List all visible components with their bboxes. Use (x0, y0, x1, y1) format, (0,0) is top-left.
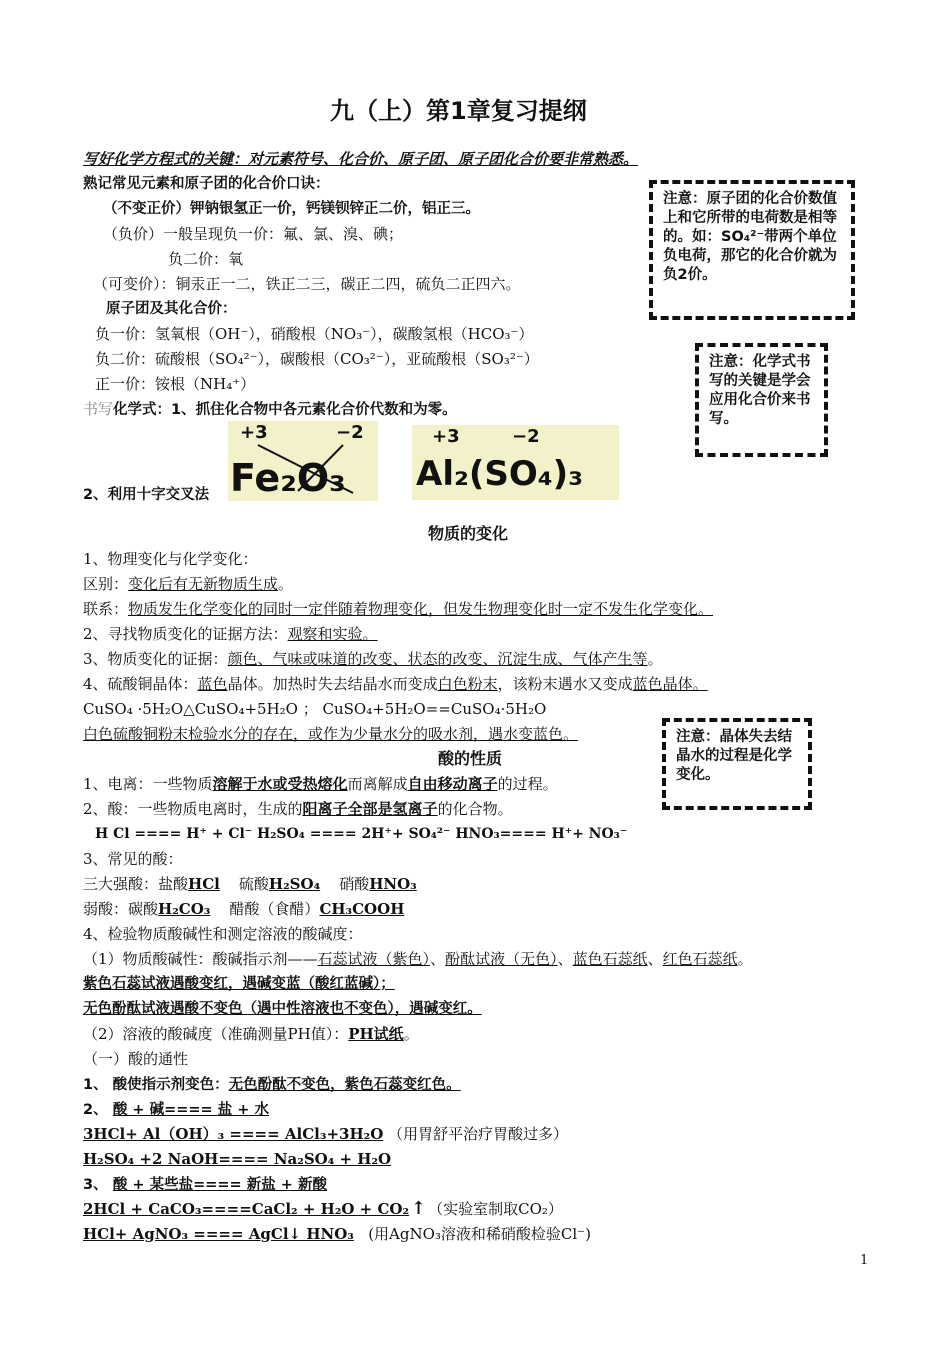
o-valence: −2 (336, 422, 364, 443)
property-2-label: 2、 (83, 1102, 108, 1118)
evidence-end: 。 (647, 650, 663, 668)
cuso4-mid-1: 晶体。加热时失去结晶水而变成 (227, 675, 438, 693)
property-3-label: 3、 (83, 1177, 108, 1193)
indicator-red-paper: 红色石蕊纸 (662, 950, 738, 968)
strong-acids-line (83, 874, 417, 894)
property-3-line (83, 1174, 327, 1195)
negative-valence-1: （负价）一般呈现负一价：氟、氯、溴、碘； (103, 225, 404, 243)
ph-label: （2）溶液的酸碱度（准确测量PH值）： (83, 1025, 349, 1043)
cuso4-equation: CuSO₄ ·5H₂O△CuSO₄+5H₂O ； CuSO₄+5H₂O==CuSO₄·5H₂O (83, 700, 547, 718)
property-1-label: 1、 酸使指示剂变色： (83, 1077, 229, 1093)
changes-heading: 物质的变化 (428, 524, 509, 543)
property-1-line (83, 1074, 461, 1095)
group-pos-one: 正一价：铵根（NH₄⁺） (95, 375, 256, 393)
acids-heading: 酸的性质 (438, 749, 503, 768)
equation-1-note: （用胃舒平治疗胃酸过多） (388, 1125, 569, 1143)
evidence-text: 颜色、气味或味道的改变、状态的改变、沉淀生成、气体产生等 (227, 650, 648, 668)
common-acids-line: 3、常见的酸： (83, 850, 183, 868)
blue-crystal-text: 蓝色晶体。 (632, 675, 708, 693)
acid-definition-line (83, 799, 513, 819)
indicator-line (83, 949, 753, 969)
cuso4-mid-2: ，该粉末遇水又变成 (497, 675, 633, 693)
ph-end: 。 (403, 1025, 419, 1043)
gas-arrow-icon: ↑ (411, 1198, 427, 1219)
so4-valence: −2 (512, 426, 540, 447)
page-title: 九（上）第1章复习提纲 (330, 97, 587, 125)
ionization-e: 的过程。 (497, 775, 558, 793)
property-2-text: 酸 + 碱==== 盐 + 水 (112, 1102, 269, 1118)
negative-valence-2: 负二价：氧 (168, 250, 244, 268)
difference-text: 变化后有无新物质生成 (128, 575, 279, 593)
equation-4-note: (用AgNO₃溶液和稀硝酸检验Cl⁻) (368, 1225, 591, 1243)
fe-valence: +3 (240, 422, 268, 443)
phenolphthalein-rule: 无色酚酞试液遇酸不变色（遇中性溶液也不变色），遇碱变红。 (83, 1001, 482, 1017)
changes-line2 (83, 574, 293, 594)
al-valence: +3 (432, 426, 460, 447)
changes-line7: 白色硫酸铜粉末检验水分的存在，或作为少量水分的吸水剂，遇水变蓝色。 (83, 725, 579, 743)
indicator-sep-2: 、 (557, 950, 573, 968)
equation-1-line (83, 1124, 568, 1144)
changes-line4 (83, 624, 378, 644)
property-3-text: 酸 + 某些盐==== 新盐 + 新酸 (112, 1177, 327, 1193)
cross-method-image-fe2o3 (228, 421, 378, 501)
acid-def-a: 2、酸：一些物质电离时，生成的 (83, 800, 303, 818)
strong-acid-h2so4: H₂SO₄ (268, 875, 321, 893)
note-box-valence: 注意：原子团的化合价数值上和它所带的电荷数是相等的。如：SO₄²⁻带两个单位负电荷，那它的化合价就为负2价。 (649, 180, 855, 320)
equation-3: 2HCl + CaCO₃====CaCl₂ + H₂O + CO₂ (83, 1200, 410, 1218)
indicator-sep-3: 、 (647, 950, 663, 968)
white-powder-text: 白色粉末 (437, 675, 498, 693)
weak-acid-h2co3: H₂CO₃ (158, 900, 211, 918)
ionization-equations: H Cl ==== H⁺ + Cl⁻ H₂SO₄ ==== 2H⁺+ SO₄²⁻ HNO₃==== H⁺+ NO₃⁻ (95, 826, 628, 842)
ph-paper: PH试纸 (348, 1025, 404, 1043)
changes-line3 (83, 599, 713, 619)
difference-label: 区别： (83, 575, 129, 593)
weak-acid-ch3cooh: CH₃COOH (319, 900, 405, 918)
equation-2: H₂SO₄ +2 NaOH==== Na₂SO₄ + H₂O (83, 1150, 392, 1168)
changes-line6 (83, 674, 708, 694)
property-2-line (83, 1099, 269, 1120)
evidence-method-text: 观察和实验。 (287, 625, 378, 643)
strong-acid-2-label: 硫酸 (238, 875, 269, 893)
group-heading: 原子团及其化合价： (106, 301, 237, 317)
cuso4-label: 4、硫酸铜晶体： (83, 675, 198, 693)
cross-method-image-al2so43 (412, 425, 619, 500)
page-number: 1 (860, 1253, 869, 1268)
weak-acids-line (83, 899, 404, 919)
ionization-c: 而离解成 (347, 775, 408, 793)
variable-valence: （可变价）：铜汞正一二，铁正二三，碳正二四，硫负二正四六。 (93, 275, 521, 293)
group-neg-two: 负二价：硫酸根（SO₄²⁻），碳酸根（CO₃²⁻），亚硫酸根（SO₃²⁻） (95, 350, 539, 368)
valence-heading: 熟记常见元素和原子团的化合价口诀： (83, 176, 330, 192)
weak-acid-2-label: 醋酸（食醋） (229, 900, 320, 918)
ionization-line (83, 774, 558, 794)
acidity-test-line: 4、检验物质酸碱性和测定溶液的酸碱度： (83, 925, 363, 943)
strong-acid-3-label: 硝酸 (339, 875, 370, 893)
property-1-text: 无色酚酞不变色，紫色石蕊变红色。 (228, 1077, 461, 1093)
equation-3-note: （实验室制取CO₂） (428, 1200, 563, 1218)
strong-acid-hno3: HNO₃ (369, 875, 417, 893)
evidence-label: 3、物质变化的证据： (83, 650, 228, 668)
indicator-blue-paper: 蓝色石蕊纸 (572, 950, 648, 968)
equation-4-line (83, 1224, 591, 1244)
formula-writing-line1 (83, 399, 457, 420)
fixed-positive-valence: （不变正价）钾钠银氢正一价，钙镁钡锌正二价，铝正三。 (103, 201, 480, 217)
formula-fe2o3: Fe₂O₃ (230, 456, 346, 500)
indicator-phenolphthalein: 酚酞试液（无色） (445, 950, 558, 968)
litmus-rule: 紫色石蕊试液遇酸变红，遇碱变蓝（酸红蓝碱）； (83, 976, 395, 992)
evidence-method-label: 2、寻找物质变化的证据方法： (83, 625, 288, 643)
formula-writing-prefix: 书写 (83, 400, 114, 418)
ionization-a: 1、电离：一些物质 (83, 775, 213, 793)
formula-writing-rule2: 2、利用十字交叉法 (83, 487, 210, 503)
note-box-formula: 注意：化学式书写的关键是学会应用化合价来书写。 (695, 343, 828, 457)
group-neg-one: 负一价：氢氧根（OH⁻），硝酸根（NO₃⁻），碳酸氢根（HCO₃⁻） (95, 325, 534, 343)
key-line: 写好化学方程式的关键：对元素符号、化合价、原子团、原子团化合价要非常熟悉。 (83, 150, 639, 168)
equation-1: 3HCl+ Al（OH）₃ ==== AlCl₃+3H₂O (83, 1125, 384, 1143)
strong-acid-hcl: HCl (188, 875, 220, 893)
ionization-d: 自由移动离子 (407, 775, 498, 793)
formula-al2so43: Al₂(SO₄)₃ (416, 454, 584, 494)
indicator-litmus: 石蕊试液（紫色） (317, 950, 431, 968)
changes-line1: 1、物理变化与化学变化： (83, 550, 258, 568)
difference-end: 。 (278, 575, 294, 593)
ionization-b: 溶解于水或受热熔化 (212, 775, 348, 793)
equation-3-line (83, 1199, 563, 1219)
strong-acids-label: 三大强酸：盐酸 (83, 875, 189, 893)
weak-acids-label: 弱酸：碳酸 (83, 900, 159, 918)
changes-line5 (83, 649, 663, 669)
relation-label: 联系： (83, 600, 129, 618)
equation-4: HCl+ AgNO₃ ==== AgCl↓ HNO₃ (83, 1225, 354, 1243)
indicator-a: （1）物质酸碱性：酸碱指示剂—— (83, 950, 318, 968)
indicator-sep-1: 、 (430, 950, 446, 968)
formula-writing-rule1: 化学式：1、抓住化合物中各元素化合价代数和为零。 (113, 402, 457, 418)
acid-def-c: 的化合物。 (437, 800, 513, 818)
note-box-crystal: 注意：晶体失去结晶水的过程是化学变化。 (662, 718, 812, 810)
ph-line (83, 1024, 419, 1044)
indicator-end: 。 (737, 950, 753, 968)
acid-general-properties: （一）酸的通性 (83, 1050, 189, 1068)
relation-text: 物质发生化学变化的同时一定伴随着物理变化，但发生物理变化时一定不发生化学变化。 (128, 600, 714, 618)
blue-text: 蓝色 (197, 675, 228, 693)
acid-def-b: 阳离子全部是氢离子 (302, 800, 438, 818)
